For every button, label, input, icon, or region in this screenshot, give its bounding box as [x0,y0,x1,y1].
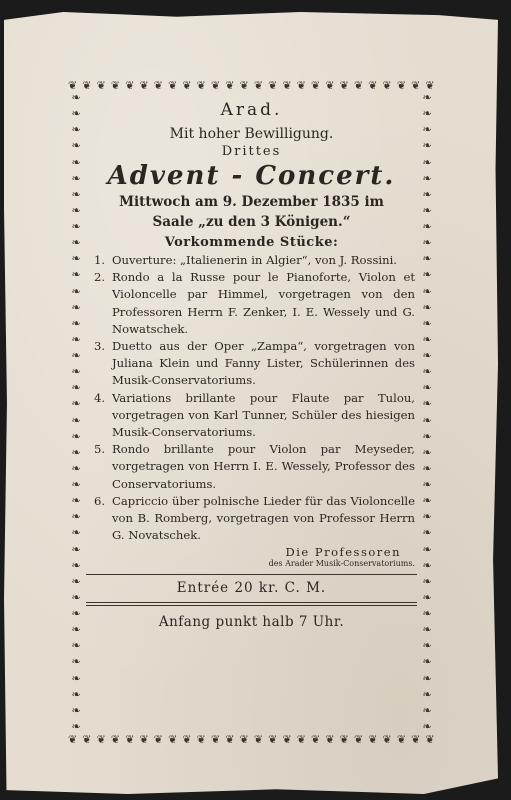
ornament-glyph-icon: ❧ [422,300,432,314]
ornament-glyph-icon: ❧ [422,719,432,732]
ornament-glyph-icon: ❧ [71,365,81,379]
ornament-glyph-icon: ❦ [68,78,78,92]
ornament-glyph-icon: ❧ [71,494,81,508]
date-line-2: Saale „zu den 3 Königen.“ [152,214,351,230]
ornament-glyph-icon: ❧ [71,203,81,217]
program-item [94,252,415,269]
ornament-glyph-icon: ❧ [71,526,81,540]
ornament-glyph-icon: ❦ [368,732,378,746]
ornament-glyph-icon: ❧ [71,478,81,491]
program-item [94,441,415,493]
ornament-glyph-icon: ❧ [71,461,81,475]
divider [86,605,417,606]
ornament-glyph-icon: ❦ [196,732,206,746]
ornament-glyph-icon: ❦ [411,732,421,746]
ornament-glyph-icon: ❧ [71,623,81,637]
ornament-glyph-icon: ❦ [353,78,364,92]
ornament-glyph-icon: ❦ [411,78,421,92]
ornament-glyph-icon: ❧ [71,187,81,201]
ornament-glyph-icon: ❦ [168,732,178,746]
ornament-glyph-icon: ❧ [71,139,81,153]
ornament-glyph-icon: ❦ [396,78,407,92]
ornament-glyph-icon: ❧ [422,655,432,669]
program-item-text: Ouverture: „Italienerin in Algier“, von J. Rossini. [112,253,397,267]
ornament-glyph-icon: ❦ [153,78,163,92]
ornament-glyph-icon: ❦ [96,78,106,92]
program-item-text: Rondo brillante pour Violon par Meyseder, vorgetragen von Herrn I. E. Wessely, Professor des Conservatoriums. [112,442,415,491]
ornament-glyph-icon: ❧ [71,397,81,411]
ornament-glyph-icon: ❦ [139,78,149,92]
ornament-glyph-icon: ❦ [325,732,335,746]
ornament-glyph-icon: ❦ [253,732,264,746]
ornament-glyph-icon: ❧ [422,397,432,411]
ornament-glyph-icon: ❧ [422,542,432,556]
ornament-glyph-icon: ❧ [422,268,432,282]
city-heading: Arad. [220,100,283,120]
program-heading: Vorkommende Stücke: [164,235,339,250]
ornament-glyph-icon: ❧ [71,607,81,620]
ornament-glyph-icon: ❧ [71,316,81,330]
ornament-glyph-icon: ❧ [422,139,432,153]
ornament-glyph-icon: ❧ [71,542,81,556]
ornament-glyph-icon: ❦ [282,732,292,746]
program-item-text: Rondo a la Russe pour le Pianoforte, Violon et Violoncelle par Himmel, vorgetragen von den Professoren Herrn F. Zenker, I. E. Wessely und G. Nowatschek. [112,270,415,336]
divider [86,602,417,603]
ornament-glyph-icon: ❧ [422,332,432,346]
ornament-glyph-icon: ❧ [71,671,81,685]
entry-fee: Entrée 20 kr. C. M. [176,580,327,597]
ornament-glyph-icon: ❦ [268,732,278,746]
ornament-glyph-icon: ❦ [339,732,349,746]
ornament-border-left [68,92,84,732]
ornament-glyph-icon: ❧ [71,639,81,653]
program-item-number: 1. [94,253,106,267]
ornament-glyph-icon: ❧ [422,252,432,266]
ornament-glyph-icon: ❧ [422,220,432,233]
ornament-glyph-icon: ❦ [368,78,378,92]
ornament-glyph-icon: ❦ [425,78,435,92]
ornament-glyph-icon: ❧ [422,687,432,701]
ornament-glyph-icon: ❧ [71,558,81,572]
ornament-glyph-icon: ❧ [71,300,81,314]
ornament-glyph-icon: ❧ [71,655,81,669]
ornament-glyph-icon: ❦ [382,78,392,92]
ornament-glyph-icon: ❧ [71,268,81,282]
ornament-glyph-icon: ❦ [296,732,306,746]
ornament-glyph-icon: ❧ [422,381,432,395]
ornament-glyph-icon: ❦ [225,78,235,92]
ornament-glyph-icon: ❦ [68,732,78,746]
program-item-number: 4. [94,390,106,405]
program-item [94,269,415,338]
program-item-text: Capriccio über polnische Lieder für das Violoncelle von B. Romberg, vorgetragen von Professor Herrn G. Novatschek. [112,493,415,543]
program-list [86,252,417,544]
ornament-glyph-icon: ❧ [71,92,81,104]
poster-content [86,94,417,730]
ornament-glyph-icon: ❧ [71,220,81,233]
ornament-glyph-icon: ❦ [182,78,192,92]
ornament-glyph-icon: ❦ [210,732,221,746]
ornament-glyph-icon: ❧ [71,171,81,185]
program-item-text: Variations brillante pour Flaute par Tulou, vorgetragen von Karl Tunner, Schüler des hiesigen Musik-Conservatoriums. [112,390,415,440]
ornament-glyph-icon: ❧ [422,316,432,330]
ornament-glyph-icon: ❧ [71,332,81,346]
ornament-glyph-icon: ❦ [239,78,249,92]
ornament-glyph-icon: ❧ [422,284,432,298]
ornament-glyph-icon: ❦ [296,78,306,92]
ornament-glyph-icon: ❦ [353,732,364,746]
program-item-text: Duetto aus der Oper „Zampa“, vorgetragen von Juliana Klein und Fanny Lister, Schülerinnen des Musik-Conservatoriums. [112,339,415,388]
date-line-1: Mittwoch am 9. Dezember 1835 im [119,194,384,210]
ornamental-frame [68,78,435,746]
program-item [94,390,415,442]
ornament-glyph-icon: ❧ [71,349,81,362]
ornament-glyph-icon: ❧ [71,687,81,701]
ornament-border-right [419,92,435,732]
ornament-glyph-icon: ❦ [210,78,221,92]
ornament-glyph-icon: ❦ [282,78,292,92]
ornament-glyph-icon: ❧ [71,123,81,137]
ornament-glyph-icon: ❧ [71,413,81,427]
ornament-glyph-icon: ❧ [71,429,81,443]
ornament-border-bottom [68,732,435,746]
ornament-border-top [68,78,435,92]
ornament-glyph-icon: ❧ [422,703,432,717]
ornament-glyph-icon: ❧ [422,607,432,620]
ornament-glyph-icon: ❧ [422,107,432,121]
ornament-glyph-icon: ❧ [71,381,81,395]
ornament-glyph-icon: ❦ [110,732,121,746]
ornament-glyph-icon: ❦ [139,732,149,746]
ornament-glyph-icon: ❧ [71,252,81,266]
ornament-glyph-icon: ❧ [422,203,432,217]
ornament-glyph-icon: ❧ [422,123,432,137]
ornament-glyph-icon: ❧ [71,445,81,459]
program-item-number: 5. [94,442,106,457]
ornament-glyph-icon: ❧ [422,445,432,459]
divider [86,574,417,575]
ornament-glyph-icon: ❧ [422,671,432,685]
ornament-glyph-icon: ❦ [182,732,192,746]
concert-title: Advent - Concert. [107,161,396,191]
ornament-glyph-icon: ❧ [422,639,432,653]
ornament-glyph-icon: ❧ [422,155,432,169]
ornament-glyph-icon: ❧ [422,413,432,427]
ornament-glyph-icon: ❦ [153,732,163,746]
ornament-glyph-icon: ❦ [168,78,178,92]
ornament-glyph-icon: ❦ [268,78,278,92]
ornament-glyph-icon: ❧ [71,719,81,732]
program-item-number: 6. [94,493,106,508]
ornament-glyph-icon: ❦ [253,78,264,92]
ornament-glyph-icon: ❧ [422,510,432,524]
start-time: Anfang punkt halb 7 Uhr. [158,614,345,631]
ornament-glyph-icon: ❦ [125,732,135,746]
ornament-glyph-icon: ❧ [422,574,432,588]
ornament-glyph-icon: ❦ [239,732,249,746]
ornament-glyph-icon: ❧ [422,558,432,572]
ornament-glyph-icon: ❦ [82,732,92,746]
ornament-glyph-icon: ❧ [422,526,432,540]
ornament-glyph-icon: ❧ [422,478,432,491]
ornament-glyph-icon: ❧ [71,107,81,121]
ornament-glyph-icon: ❦ [325,78,335,92]
program-item-number: 3. [94,339,106,354]
ornament-glyph-icon: ❦ [225,732,235,746]
ornament-glyph-icon: ❦ [425,732,435,746]
ornament-glyph-icon: ❧ [422,590,432,604]
ornament-glyph-icon: ❧ [71,574,81,588]
permission-line: Mit hoher Bewilligung. [169,126,334,142]
signature-subtitle: des Arader Musik-Conservatoriums. [268,559,415,569]
ornament-glyph-icon: ❦ [339,78,349,92]
ornament-glyph-icon: ❧ [71,510,81,524]
ornament-glyph-icon: ❧ [422,494,432,508]
ornament-glyph-icon: ❧ [422,623,432,637]
ornament-glyph-icon: ❦ [82,78,92,92]
ornament-glyph-icon: ❦ [125,78,135,92]
ornament-glyph-icon: ❦ [311,732,321,746]
ornament-glyph-icon: ❧ [422,429,432,443]
program-item-number: 2. [94,270,106,285]
ornament-glyph-icon: ❦ [110,78,121,92]
ornament-glyph-icon: ❦ [196,78,206,92]
program-item [94,493,415,545]
ordinal-line: Drittes [221,144,282,159]
ornament-glyph-icon: ❧ [71,590,81,604]
program-item [94,338,415,390]
ornament-glyph-icon: ❧ [422,236,432,250]
ornament-glyph-icon: ❦ [96,732,106,746]
ornament-glyph-icon: ❧ [71,703,81,717]
ornament-glyph-icon: ❧ [422,171,432,185]
ornament-glyph-icon: ❧ [422,365,432,379]
ornament-glyph-icon: ❧ [422,349,432,362]
ornament-glyph-icon: ❧ [71,236,81,250]
ornament-glyph-icon: ❧ [422,187,432,201]
ornament-glyph-icon: ❧ [422,461,432,475]
ornament-glyph-icon: ❧ [71,155,81,169]
ornament-glyph-icon: ❧ [71,284,81,298]
ornament-glyph-icon: ❦ [382,732,392,746]
signature: Die Professoren [285,545,401,560]
ornament-glyph-icon: ❦ [311,78,321,92]
ornament-glyph-icon: ❧ [422,92,432,104]
ornament-glyph-icon: ❦ [396,732,407,746]
